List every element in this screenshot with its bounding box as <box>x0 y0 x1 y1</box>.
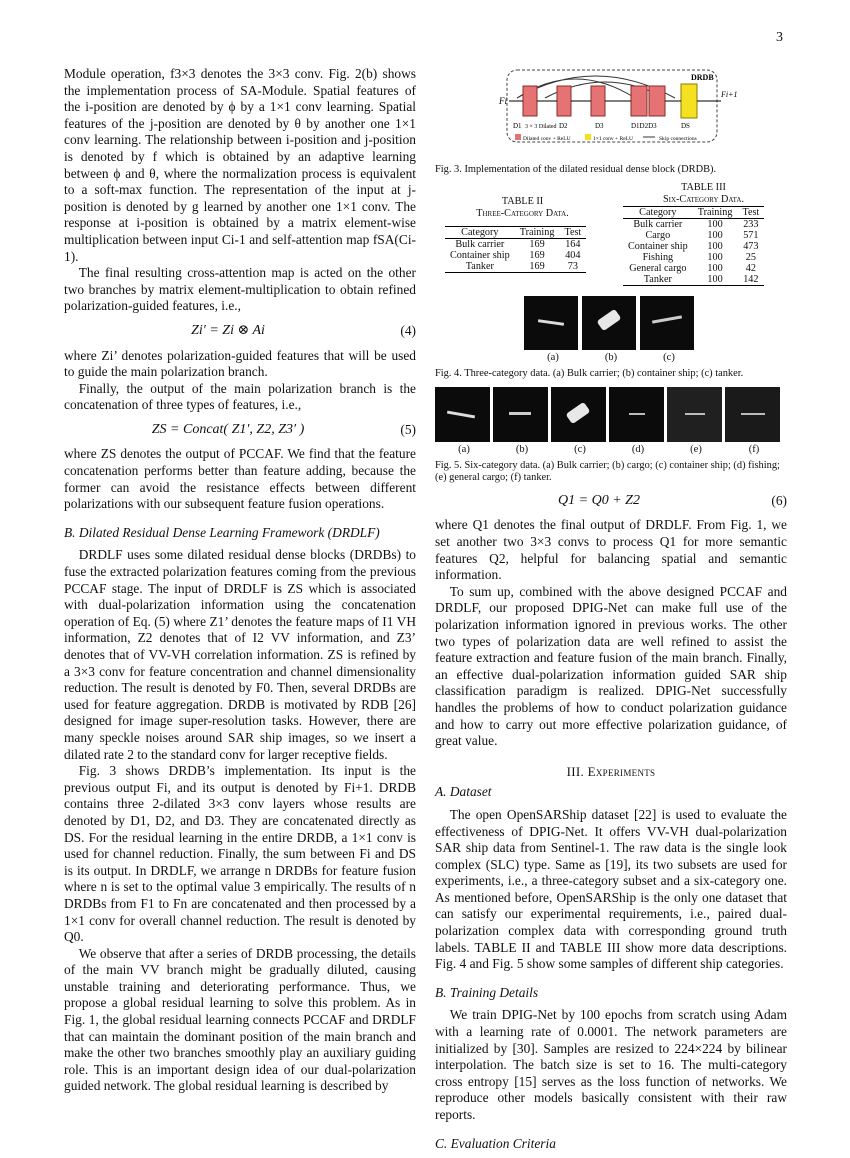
table-row <box>445 250 586 261</box>
table-cell: 42 <box>745 263 756 275</box>
table-row <box>445 261 586 273</box>
left-column <box>64 66 416 1095</box>
table-cell: 169 <box>529 261 545 273</box>
paragraph: The final resulting cross-attention map is acted on the other two branches by matrix element-multiplication to obtain refined polarization-guided features, i.e., <box>64 265 416 314</box>
subfigure-label: (d) <box>631 444 645 456</box>
table-cell: 169 <box>529 239 545 251</box>
table-cell: 169 <box>529 250 545 262</box>
concat-layer <box>649 86 665 116</box>
equation-4 <box>64 323 416 340</box>
table-cell: Container ship <box>628 241 688 253</box>
d2-label: D2 <box>559 122 568 130</box>
subfigure-label: (c) <box>663 352 675 364</box>
paragraph: To sum up, combined with the above designed PCCAF and DRDLF, our proposed DPIG-Net can make full use of the polarization information ignored in previous works. The other two types of polarization data are well refined to assist the feature extraction and feature fusion of the main branch. Finally, an effective dual-polarization information guided SAR ship classification paradigm is realized. DPIG-Net successfully handles the problems of how to conduct polarization guidance and how to carry out more effective polarization guidance, of great value. <box>435 583 787 749</box>
sar-image-bulk-carrier <box>524 296 578 350</box>
paragraph: We train DPIG-Net by 100 epochs from scratch using Adam with a learning rate of 0.0001. The network parameters are initialized by [30]. Samples are resized to 224×224 by bilinear interpolation. The batch size is set to 16. The multi-category cross entropy [15] serves as the loss function of networks. We reproduce other models basically consistent with their raw reports. <box>435 1007 787 1122</box>
concat-layer <box>631 86 647 116</box>
table-row <box>623 263 764 274</box>
dilated-conv-layer <box>591 86 605 116</box>
tables-area <box>435 182 787 294</box>
table-cell: 100 <box>707 230 723 242</box>
legend-swatch-dilated <box>515 134 521 140</box>
equation-number: (6) <box>771 492 787 508</box>
table-3-subtitle: Six-Category Data. <box>662 193 745 205</box>
dilated-conv-layer <box>523 86 537 116</box>
table-2-title: TABLE II <box>501 196 544 208</box>
equation-body: ZS = Concat( Z1′, Z2, Z3′ ) <box>151 421 305 437</box>
table-header-cell: Category <box>461 227 499 239</box>
table-row <box>623 219 764 231</box>
table-cell: 233 <box>743 219 759 231</box>
section-heading-experiments: III. Experiments <box>566 763 656 779</box>
paragraph: where Q1 denotes the final output of DRDLF. From Fig. 1, we set another two 3×3 convs to process Q1 for more semantic features Q2, helpful for balancing spatial and semantic information. <box>435 517 787 583</box>
right-column <box>435 66 787 1158</box>
sar-image-fishing <box>609 387 664 442</box>
concat-label: D1D2D3 <box>631 122 657 130</box>
sar-image-container-ship <box>582 296 636 350</box>
paragraph: The open OpenSARShip dataset [22] is used to evaluate the effectiveness of DPIG-Net. It offers VV-VH dual-polarization SAR ship data from Sentinel-1. The raw data is the single look complex (SLC) type. Same as [19], its two subsets are used for experiments, i.e., a three-category subset and a six-category one. As mentioned before, OpenSARShip is the only one dataset that can satisfy our experimental requirements, i.e., paired dual-polarization complex data with corresponding ground truth labels. TABLE II and TABLE III show more data descriptions. Fig. 4 and Fig. 5 show some samples of different ship categories. <box>435 806 787 972</box>
table-cell: Bulk carrier <box>633 219 683 231</box>
table-3 <box>623 206 764 286</box>
sar-image-general-cargo <box>667 387 722 442</box>
equation-6 <box>435 493 787 510</box>
paragraph: where ZS denotes the output of PCCAF. We find that the feature concatenation performs better than feature adding, because the former can avoid the resistance effects between different polarizations with our subsequent feature fusion operations. <box>64 446 416 512</box>
table-cell: Cargo <box>645 230 671 242</box>
sar-image-container-ship <box>551 387 606 442</box>
figure-5-images <box>435 387 787 442</box>
table-row <box>623 241 764 252</box>
subfigure-label: (b) <box>604 352 618 364</box>
equation-number: (4) <box>400 322 416 338</box>
equation-body: Zi′ = Zi ⊗ Ai <box>191 322 265 338</box>
table-cell: 73 <box>567 261 578 273</box>
subfigure-label: (b) <box>515 444 529 456</box>
table-header-row <box>445 227 586 239</box>
sar-image-cargo <box>493 387 548 442</box>
legend-1x1: 1×1 conv + ReLU <box>593 136 633 142</box>
table-cell: Container ship <box>450 250 510 262</box>
table-cell: 25 <box>745 252 756 264</box>
paragraph: Module operation, f3×3 denotes the 3×3 conv. Fig. 2(b) shows the implementation process of SA-Module. Spatial features of the i-position are denoted by ϕ by a 1×1 conv learning. Spatial features of the j-position are denoted by θ by another one 1×1 conv learning. The relationship between i-position and j-position is denoted by f which is obtained by an adaptive learning between ϕ and θ, where the normalization process is equivalent to a soft-max function. The representation of the input at j-position is denoted by g learned by another one 1×1 conv. The response at i-position is obtained by a matrix element-wise multiplication between input Ci-1 and self-attention map fSA(Ci-1). <box>64 66 416 264</box>
subfigure-label: (a) <box>458 444 470 456</box>
section-heading: B. Training Details <box>435 984 539 1000</box>
table-header-cell: Training <box>697 207 733 219</box>
table-cell: Bulk carrier <box>455 239 505 251</box>
table-row <box>445 239 586 251</box>
dilated-conv-layer <box>557 86 571 116</box>
table-header-cell: Category <box>639 207 677 219</box>
table-cell: Fishing <box>642 252 674 264</box>
table-cell: 100 <box>707 241 723 253</box>
one-by-one-conv-layer <box>681 84 697 118</box>
table-3-caption <box>620 182 787 205</box>
table-cell: 404 <box>565 250 581 262</box>
figure-3-caption: Fig. 3. Implementation of the dilated residual dense block (DRDB). <box>435 164 717 175</box>
table-cell: 142 <box>743 274 759 286</box>
figure-4-images <box>524 296 787 350</box>
equation-number: (5) <box>400 421 416 437</box>
sar-image-tanker <box>640 296 694 350</box>
table-cell: Tanker <box>643 274 672 286</box>
table-cell: Tanker <box>465 261 494 273</box>
drdb-title: DRDB <box>691 73 714 82</box>
table-cell: 100 <box>707 274 723 286</box>
output-label: Fi+1 <box>721 90 738 99</box>
paragraph: Fig. 3 shows DRDB’s implementation. Its input is the previous output Fi, and its output is denoted by Fi+1. DRDB contains three 2-dilated 3×3 conv layers whose results are denoted by D1, D2, and D3. They are concatenated directly as DS. For the residual learning in the entire DRDB, a 1×1 conv is used for channel reduction. Finally, the sum between Fi and DS is its output. In DRDLF, we arrange n DRDBs for feature fusion where n is set to the optimal value 3 empirically. The results of n DRDBs from F1 to Fn are concatenated and then processed by a 1×1 conv for overall channel reduction. The result is denoted by Q0. <box>64 763 416 945</box>
paragraph: Finally, the output of the main polarization branch is the concatenation of three types of features, i.e., <box>64 380 416 413</box>
table-row <box>623 252 764 263</box>
legend-dilated: Dilated conv + ReLU <box>523 136 571 142</box>
drdb-diagram <box>435 66 787 160</box>
figure-4-labels <box>524 350 787 367</box>
dilated-label: 3 × 3 Dilated <box>525 124 557 130</box>
table-cell: General cargo <box>629 263 687 275</box>
figure-5-labels <box>435 442 787 459</box>
d3-label: D3 <box>595 122 604 130</box>
section-heading: C. Evaluation Criteria <box>435 1135 556 1151</box>
subfigure-label: (c) <box>574 444 586 456</box>
table-cell: 571 <box>743 230 759 242</box>
equation-5 <box>64 422 416 439</box>
table-cell: 164 <box>565 239 581 251</box>
sar-image-tanker <box>725 387 780 442</box>
paragraph: DRDLF uses some dilated residual dense blocks (DRDBs) to fuse the extracted polarization features coming from the previous PCCAF stage. The input of DRDLF is ZS which is associated with dual-polarization information using the concatenation operation of Eq. (5) where Z1’ denotes the feature maps of I1 VH information, Z2 denotes that of I2 VV information, and Z3’ denotes that of VV-VH correlation information. ZS is refined by a 3×3 conv for feature concentration and channel dimensionality reduction. The result is denoted by F0. Then, several DRDBs are used for feature aggregation. DRDB is motivated by RDB [26] designed for image super-resolution tasks. However, there are many speckle noises around SAR ship images, so we insert a dilated rate 2 to the standard conv for larger receptive fields. <box>64 547 416 762</box>
paragraph: where Zi’ denotes polarization-guided features that will be used to guide the main polarization branch. <box>64 347 416 380</box>
table-header-cell: Test <box>742 207 760 219</box>
table-2 <box>445 226 586 273</box>
table-cell: 100 <box>707 252 723 264</box>
table-row <box>623 230 764 241</box>
table-header-cell: Training <box>519 227 555 239</box>
equation-body: Q1 = Q0 + Z2 <box>558 492 640 508</box>
figure-5-caption: Fig. 5. Six-category data. (a) Bulk carrier; (b) cargo; (c) container ship; (d) fishing; (e) general cargo; (f) tanker. <box>435 460 780 484</box>
table-cell: 473 <box>743 241 759 253</box>
subfigure-label: (e) <box>690 444 702 456</box>
legend-skip: Skip connections <box>659 136 697 142</box>
d1-label: D1 <box>513 122 522 130</box>
figure-3-drdb-diagram <box>435 66 787 160</box>
table-cell: 100 <box>707 219 723 231</box>
input-label: Fi <box>499 96 507 106</box>
section-heading: B. Dilated Residual Dense Learning Framework (DRDLF) <box>64 524 380 540</box>
figure-4-caption: Fig. 4. Three-category data. (a) Bulk carrier; (b) container ship; (c) tanker. <box>435 368 744 379</box>
table-2-caption <box>435 196 610 219</box>
table-header-cell: Test <box>564 227 582 239</box>
table-2-subtitle: Three-Category Data. <box>476 207 569 219</box>
legend-swatch-1x1 <box>585 134 591 140</box>
ds-label: DS <box>681 122 690 130</box>
subfigure-label: (a) <box>547 352 559 364</box>
table-cell: 100 <box>707 263 723 275</box>
table-row <box>623 274 764 286</box>
sar-image-bulk-carrier <box>435 387 490 442</box>
table-3-title: TABLE III <box>681 182 726 194</box>
subfigure-label: (f) <box>748 444 760 456</box>
paragraph: We observe that after a series of DRDB processing, the details of the main VV branch might be gradually diluted, causing unstable training and deteriorating performance. Thus, we propose a global residual learning to solve this problem. As in Fig. 1, the global residual learning connects PCCAF and DRDLF that can maintain the dominant position of the main branch and make the other two branches smoothly play an auxiliary guiding role. This is an important design idea of our dual-polarization guided network. The global residual learning is described by <box>64 945 416 1094</box>
page-number: 3 <box>776 30 783 45</box>
table-header-row <box>623 207 764 219</box>
section-heading: A. Dataset <box>435 784 492 800</box>
